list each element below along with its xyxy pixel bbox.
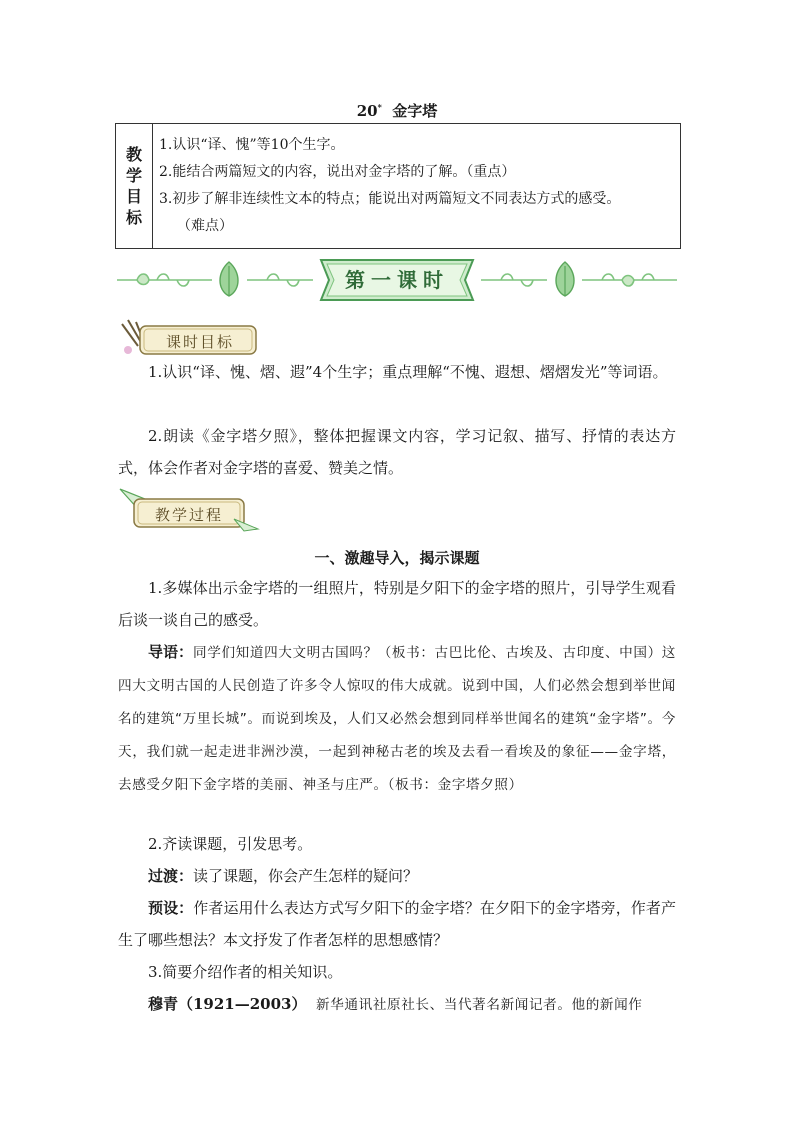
step-paragraph: 1.多媒体出示金字塔的一组照片，特别是夕阳下的金字塔的照片，引导学生观看后谈一谈自己的感受。 [118, 579, 676, 629]
lesson-title [0, 100, 794, 121]
preset-paragraph [118, 892, 676, 956]
header-char: 学 [125, 166, 142, 185]
author-name: 穆青（1921—2003） [148, 995, 307, 1013]
lesson-name: 金字塔 [392, 102, 438, 120]
left-leaf-icon [220, 262, 238, 296]
flower-icon [124, 346, 132, 354]
first-lesson-banner [117, 256, 677, 304]
goals-table-header [116, 124, 153, 249]
header-char: 标 [125, 208, 142, 227]
teaching-goals-table [115, 123, 681, 249]
intro-label: 导语： [148, 643, 194, 661]
transition-paragraph [118, 860, 676, 892]
optional-lesson-mark: * [377, 102, 382, 112]
right-leaf-icon [556, 262, 574, 296]
transition-text: 读了课题，你会产生怎样的疑问？ [193, 867, 419, 885]
header-char: 教 [125, 145, 142, 164]
goal-item: 3.初步了解非连续性文本的特点；能说出对两篇短文不同表达方式的感受。 [159, 191, 621, 207]
goal-item-note: （难点） [177, 218, 233, 234]
lesson-goal-paragraph: 2.朗读《金字塔夕照》，整体把握课文内容，学习记叙、描写、抒情的表达方式，体会作者对金字塔的喜爱、赞美之情。 [118, 427, 676, 477]
preset-label: 预设： [148, 899, 194, 917]
intro-text: 同学们知道四大文明古国吗？（板书：古巴比伦、古埃及、古印度、中国）这四大文明古国的人民创造了许多令人惊叹的伟大成就。说到中国，人们必然会想到举世闻名的建筑“万里长城”。而说到埃及，人们又必然会想到同样举世闻名的建筑“金字塔”。今天，我们就一起走进非洲沙漠，一起到神秘古老的埃及去看一看埃及的象征——金字塔，去感受夕阳下金字塔的美丽、神圣与庄严。（板书：金字塔夕照） [118, 645, 676, 793]
lesson-number: 20 [356, 102, 378, 120]
transition-label: 过渡： [148, 867, 194, 885]
lesson-goal-paragraph: 1.认识“译、愧、熠、遐”4个生字；重点理解“不愧、遐想、熠熠发光”等词语。 [148, 363, 668, 381]
right-vine-ornament [481, 274, 677, 286]
section-heading: 一、激趣导入，揭示课题 [314, 549, 480, 567]
goal-item: 2.能结合两篇短文的内容，说出对金字塔的了解。（重点） [159, 164, 516, 180]
preset-text: 作者运用什么表达方式写夕阳下的金字塔？在夕阳下的金字塔旁，作者产生了哪些想法？本文抒发了作者怎样的思想感情？ [118, 899, 676, 949]
step-paragraph: 2.齐读课题，引发思考。 [148, 835, 313, 853]
author-text: 新华通讯社原社长、当代著名新闻记者。他的新闻作 [316, 997, 643, 1013]
teaching-process-badge-label: 教学过程 [154, 506, 224, 524]
step-paragraph: 3.简要介绍作者的相关知识。 [148, 963, 343, 981]
author-paragraph [118, 988, 676, 1021]
teaching-process-badge [116, 485, 261, 535]
goal-item: 1.认识“译、愧”等10个生字。 [159, 137, 345, 153]
intro-paragraph [118, 636, 676, 801]
header-char: 目 [125, 187, 142, 206]
lesson-goals-badge [116, 318, 261, 360]
lesson-goals-badge-label: 课时目标 [165, 333, 235, 351]
goals-list [153, 124, 681, 249]
left-vine-ornament [117, 274, 313, 286]
banner-label: 第一课时 [345, 268, 449, 292]
